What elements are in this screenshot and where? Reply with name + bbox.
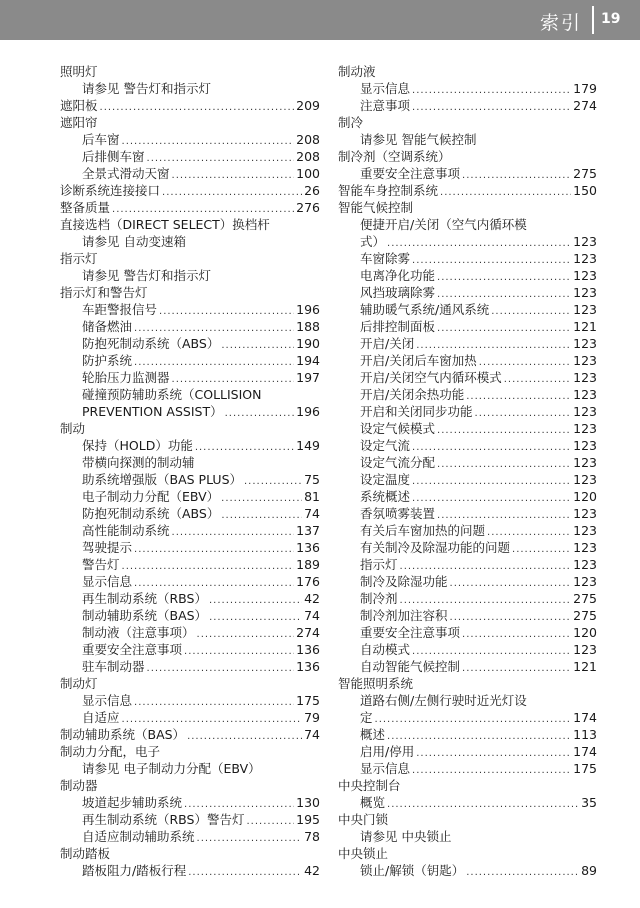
entry-page-number: 35 [581,795,597,810]
entry-text: 制动辅助系统（BAS） [82,608,208,623]
entry-text: 设定气流 [360,438,411,453]
index-subentry [338,641,597,658]
entry-text: 辅助暖气系统/通风系统 [360,302,490,317]
leader-dots [466,864,579,881]
entry-page-number: 81 [304,489,320,504]
entry-text: 制动 [60,421,86,436]
entry-text: 储备燃油 [82,319,133,334]
entry-page-number: 74 [304,727,320,742]
entry-text: 概述 [360,727,386,742]
index-subentry [60,488,320,505]
entry-page-number: 123 [573,285,597,300]
index-subentry [60,301,320,318]
index-subentry [338,658,597,675]
entry-text: 助系统增强版（BAS PLUS） [82,472,242,487]
index-subentry [338,352,597,369]
entry-page-number: 123 [573,455,597,470]
entry-text: 再生制动系统（RBS） [82,591,207,606]
index-subentry [60,148,320,165]
index-subentry [338,794,597,811]
index-subentry [338,539,597,556]
index-subentry [338,454,597,471]
index-heading [60,114,320,131]
index-subentry [60,641,320,658]
entry-text: 制动液（注意事项） [82,625,195,640]
entry-text: 制动液 [338,64,376,79]
entry-text: 制冷剂（空调系统） [338,149,451,164]
index-subentry [60,811,320,828]
index-subentry [338,590,597,607]
entry-text: 指示灯 [60,251,98,266]
entry-page-number: 123 [573,234,597,249]
entry-text: 道路右侧/左侧行驶时近光灯设 [360,693,527,708]
entry-page-number: 174 [573,710,597,725]
index-subentry [338,301,597,318]
entry-text: 遮阳帘 [60,115,98,130]
entry-page-number: 26 [304,183,320,198]
index-subentry [338,250,597,267]
entry-page-number: 194 [296,353,320,368]
entry-text: 中央锁止 [338,846,389,861]
entry-text: 请参见 智能气候控制 [360,132,477,147]
section-title: 索引 [539,12,582,34]
entry-text: 香氛喷雾装置 [360,506,436,521]
entry-text: 全景式滑动天窗 [82,166,170,181]
index-subentry [338,692,597,709]
entry-text: 坡道起步辅助系统 [82,795,183,810]
entry-page-number: 79 [304,710,320,725]
index-heading [338,63,597,80]
entry-page-number: 123 [573,353,597,368]
entry-page-number: 121 [573,659,597,674]
index-subentry [60,539,320,556]
entry-text: 注意事项 [360,98,411,113]
entry-text: 车窗除雾 [360,251,411,266]
entry-page-number: 123 [573,438,597,453]
entry-text: 高性能制动系统 [82,523,170,538]
entry-page-number: 78 [304,829,320,844]
entry-text: 电子制动力分配（EBV） [82,489,220,504]
entry-text: 指示灯和警告灯 [60,285,148,300]
entry-text: 照明灯 [60,64,98,79]
entry-text: 开启和关闭同步功能 [360,404,473,419]
entry-page-number: 123 [573,387,597,402]
index-subentry [60,590,320,607]
entry-page-number: 276 [296,200,320,215]
entry-text: 显示信息 [360,81,411,96]
entry-text: 显示信息 [360,761,411,776]
index-subentry [60,403,320,420]
index-heading [60,250,320,267]
entry-page-number: 188 [296,319,320,334]
entry-page-number: 120 [573,489,597,504]
index-subentry [338,420,597,437]
entry-page-number: 130 [296,795,320,810]
entry-text: 重要安全注意事项 [82,642,183,657]
entry-text: 显示信息 [82,693,133,708]
entry-page-number: 195 [296,812,320,827]
index-heading [60,675,320,692]
index-subentry [338,607,597,624]
entry-text: 概览 [360,795,386,810]
entry-text: 风挡玻璃除雾 [360,285,436,300]
entry-text: 定 [360,710,373,725]
entry-text: 智能气候控制 [338,200,414,215]
entry-text: 轮胎压力监测器 [82,370,170,385]
entry-text: 请参见 警告灯和指示灯 [82,81,211,96]
entry-page-number: 75 [304,472,320,487]
entry-text: 请参见 中央锁止 [360,829,452,844]
index-subentry [60,454,320,471]
entry-text: 智能车身控制系统 [338,183,439,198]
entry-text: 驾驶提示 [82,540,133,555]
index-subentry [338,233,597,250]
index-subentry [60,760,320,777]
index-subentry [338,522,597,539]
index-heading [338,845,597,862]
index-heading [60,63,320,80]
index-subentry [60,573,320,590]
index-subentry [60,437,320,454]
entry-text: 重要安全注意事项 [360,166,461,181]
entry-page-number: 275 [573,608,597,623]
index-subentry [338,573,597,590]
entry-page-number: 175 [573,761,597,776]
entry-page-number: 196 [296,302,320,317]
entry-text: 后排侧车窗 [82,149,145,164]
entry-text: 制冷及除湿功能 [360,574,448,589]
entry-page-number: 123 [573,506,597,521]
index-subentry [60,794,320,811]
entry-text: 开启/关闭 [360,336,415,351]
entry-text: 驻车制动器 [82,659,145,674]
entry-page-number: 137 [296,523,320,538]
entry-text: 遮阳板 [60,98,98,113]
index-subentry [60,80,320,97]
entry-text: 车距警报信号 [82,302,158,317]
entry-text: 保持（HOLD）功能 [82,438,193,453]
index-subentry [338,709,597,726]
index-subentry [60,607,320,624]
entry-text: 锁止/解锁（钥匙） [360,863,465,878]
index-subentry [60,386,320,403]
entry-text: 制动器 [60,778,98,793]
index-subentry [338,828,597,845]
index-subentry [338,267,597,284]
leader-dots [188,864,302,881]
entry-text: 开启/关闭后车窗加热 [360,353,477,368]
entry-page-number: 174 [573,744,597,759]
entry-text: 制动灯 [60,676,98,691]
entry-page-number: 275 [573,166,597,181]
index-subentry [338,437,597,454]
entry-page-number: 149 [296,438,320,453]
entry-page-number: 136 [296,642,320,657]
entry-page-number: 123 [573,642,597,657]
entry-text: 请参见 警告灯和指示灯 [82,268,211,283]
entry-text: 制动踏板 [60,846,111,861]
entry-page-number: 274 [296,625,320,640]
index-subentry [60,369,320,386]
index-heading [60,420,320,437]
entry-text: 请参见 电子制动力分配（EBV） [82,761,261,776]
index-subentry [338,369,597,386]
index-subentry [338,743,597,760]
index-heading [338,777,597,794]
index-column-right [338,63,597,879]
entry-page-number: 113 [573,727,597,742]
page-header [0,0,640,40]
entry-text: 便捷开启/关闭（空气内循环模 [360,217,527,232]
index-subentry [338,760,597,777]
entry-page-number: 100 [296,166,320,181]
index-subentry [60,318,320,335]
entry-text: 再生制动系统（RBS）警告灯 [82,812,245,827]
entry-text: 有关后车窗加热的问题 [360,523,486,538]
index-subentry [338,556,597,573]
entry-text: 防抱死制动系统（ABS） [82,336,220,351]
entry-page-number: 123 [573,557,597,572]
entry-text: 指示灯 [360,557,398,572]
entry-text: 制冷剂 [360,591,398,606]
entry-page-number: 197 [296,370,320,385]
index-subentry [338,80,597,97]
entry-page-number: 196 [296,404,320,419]
index-subentry [60,556,320,573]
page-number: 19 [601,11,621,27]
entry-text: 警告灯 [82,557,120,572]
index-subentry [60,505,320,522]
entry-page-number: 190 [296,336,320,351]
index-heading [60,216,320,233]
entry-page-number: 176 [296,574,320,589]
header-divider [592,6,594,34]
index-subentry [338,386,597,403]
index-heading [60,182,320,199]
entry-text: 制动辅助系统（BAS） [60,727,186,742]
index-subentry [338,471,597,488]
entry-text: 自动智能气候控制 [360,659,461,674]
entry-text: 制冷 [338,115,364,130]
index-heading [60,726,320,743]
index-heading [338,148,597,165]
index-subentry [60,692,320,709]
index-heading [60,777,320,794]
entry-text: 踏板阻力/踏板行程 [82,863,187,878]
index-subentry [60,471,320,488]
entry-text: 自适应制动辅助系统 [82,829,195,844]
index-heading [338,811,597,828]
entry-page-number: 123 [573,336,597,351]
entry-page-number: 208 [296,149,320,164]
index-subentry [60,233,320,250]
entry-page-number: 42 [304,863,320,878]
entry-page-number: 123 [573,404,597,419]
entry-text: 电离净化功能 [360,268,436,283]
entry-text: 设定气流分配 [360,455,436,470]
entry-page-number: 42 [304,591,320,606]
index-subentry [60,335,320,352]
entry-page-number: 208 [296,132,320,147]
entry-page-number: 89 [581,863,597,878]
index-subentry [338,284,597,301]
entry-text: 系统概述 [360,489,411,504]
entry-text: 自适应 [82,710,120,725]
index-subentry [60,709,320,726]
index-subentry [60,165,320,182]
index-subentry [60,828,320,845]
entry-page-number: 150 [573,183,597,198]
index-subentry [60,624,320,641]
entry-text: 带横向探测的制动辅 [82,455,195,470]
index-heading [338,114,597,131]
index-heading [60,845,320,862]
entry-text: 有关制冷及除湿功能的问题 [360,540,511,555]
index-subentry [60,522,320,539]
index-subentry [60,862,320,879]
entry-text: 整备质量 [60,200,111,215]
entry-page-number: 123 [573,251,597,266]
index-subentry [338,165,597,182]
index-heading [338,199,597,216]
index-heading [60,97,320,114]
entry-page-number: 179 [573,81,597,96]
entry-text: 诊断系统连接接口 [60,183,161,198]
entry-page-number: 136 [296,659,320,674]
entry-text: 智能照明系统 [338,676,414,691]
index-subentry [338,488,597,505]
index-heading [60,199,320,216]
entry-page-number: 189 [296,557,320,572]
entry-text: PREVENTION ASSIST） [82,404,223,419]
entry-text: 中央门锁 [338,812,389,827]
entry-text: 设定温度 [360,472,411,487]
entry-text: 后车窗 [82,132,120,147]
entry-page-number: 74 [304,506,320,521]
entry-page-number: 136 [296,540,320,555]
index-subentry [338,726,597,743]
entry-text: 制冷剂加注容积 [360,608,448,623]
index-subentry [338,335,597,352]
entry-page-number: 275 [573,591,597,606]
index-subentry [338,624,597,641]
entry-text: 防抱死制动系统（ABS） [82,506,220,521]
entry-text: 式） [360,234,386,249]
index-subentry [60,658,320,675]
entry-page-number: 175 [296,693,320,708]
index-subentry [338,97,597,114]
entry-page-number: 123 [573,523,597,538]
index-subentry [338,505,597,522]
index-subentry [60,352,320,369]
index-subentry [338,403,597,420]
index-column-left [60,63,320,879]
entry-page-number: 123 [573,472,597,487]
entry-page-number: 123 [573,574,597,589]
index-subentry [338,318,597,335]
entry-text: 开启/关闭余热功能 [360,387,465,402]
entry-text: 显示信息 [82,574,133,589]
index-heading [60,743,320,760]
entry-page-number: 123 [573,268,597,283]
entry-text: 碰撞预防辅助系统（COLLISION [82,387,262,402]
entry-text: 直接选档（DIRECT SELECT）换档杆 [60,217,270,232]
entry-page-number: 121 [573,319,597,334]
index-subentry [60,131,320,148]
index-subentry [60,267,320,284]
entry-text: 后排控制面板 [360,319,436,334]
entry-page-number: 120 [573,625,597,640]
entry-page-number: 274 [573,98,597,113]
index-heading [338,182,597,199]
entry-text: 请参见 自动变速箱 [82,234,186,249]
entry-page-number: 209 [296,98,320,113]
entry-page-number: 123 [573,370,597,385]
index-heading [338,675,597,692]
index-subentry [338,862,597,879]
entry-text: 制动力分配，电子 [60,744,161,759]
entry-text: 重要安全注意事项 [360,625,461,640]
entry-page-number: 74 [304,608,320,623]
entry-page-number: 123 [573,421,597,436]
entry-text: 启用/停用 [360,744,415,759]
entry-page-number: 123 [573,302,597,317]
entry-text: 设定气候模式 [360,421,436,436]
entry-text: 自动模式 [360,642,411,657]
index-subentry [338,131,597,148]
entry-text: 中央控制台 [338,778,401,793]
entry-text: 开启/关闭空气内循环模式 [360,370,502,385]
entry-page-number: 123 [573,540,597,555]
index-subentry [338,216,597,233]
index-heading [60,284,320,301]
entry-text: 防护系统 [82,353,133,368]
